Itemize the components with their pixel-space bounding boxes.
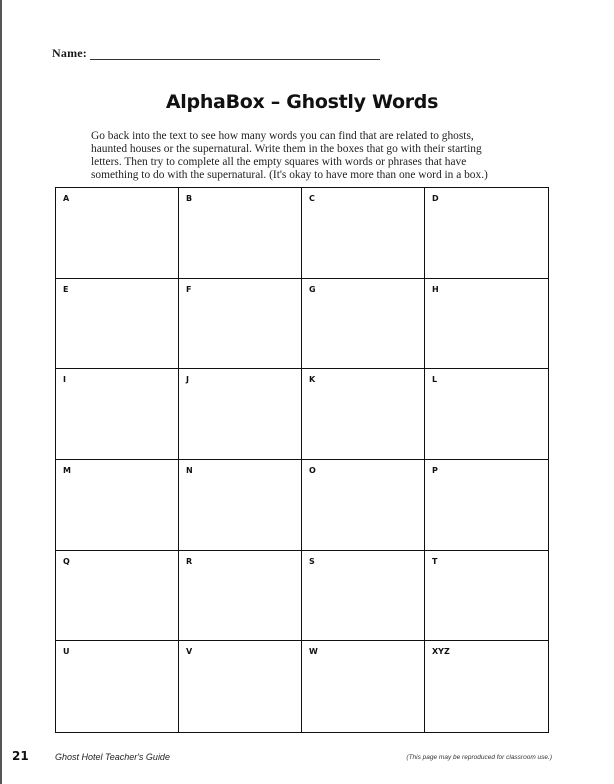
alphabox-cell-l[interactable] bbox=[425, 369, 548, 460]
alphabox-cell-u[interactable] bbox=[56, 641, 179, 732]
cell-letter: S bbox=[309, 556, 315, 566]
alphabox-cell-i[interactable] bbox=[56, 369, 179, 460]
alphabox-cell-d[interactable] bbox=[425, 188, 548, 279]
alphabox-cell-r[interactable] bbox=[179, 551, 302, 642]
cell-letter: L bbox=[432, 375, 438, 385]
cell-letter: K bbox=[309, 375, 316, 385]
alphabox-cell-s[interactable] bbox=[302, 551, 425, 642]
reproduction-note: (This page may be reproduced for classroom use.) bbox=[406, 754, 552, 761]
alphabox-cell-b[interactable] bbox=[179, 188, 302, 279]
cell-letter: E bbox=[63, 284, 69, 294]
cell-letter: W bbox=[309, 647, 318, 657]
alphabox-cell-q[interactable] bbox=[56, 551, 179, 642]
cell-letter: B bbox=[186, 194, 193, 203]
cell-letter: XYZ bbox=[432, 647, 450, 657]
alphabox-cell-o[interactable] bbox=[302, 460, 425, 551]
alphabox-cell-f[interactable] bbox=[179, 279, 302, 370]
alphabox-cell-p[interactable] bbox=[425, 460, 548, 551]
alphabox-cell-xyz[interactable] bbox=[425, 641, 548, 732]
cell-letter: F bbox=[186, 284, 192, 294]
alphabox-cell-j[interactable] bbox=[179, 369, 302, 460]
alphabox-cell-h[interactable] bbox=[425, 279, 548, 370]
cell-letter: A bbox=[63, 194, 70, 203]
alphabox-cell-a[interactable] bbox=[56, 188, 179, 279]
cell-letter: P bbox=[432, 465, 438, 475]
name-label: Name: bbox=[52, 46, 87, 60]
page-number: 21 bbox=[12, 749, 29, 763]
alphabox-cell-m[interactable] bbox=[56, 460, 179, 551]
name-row bbox=[52, 46, 382, 64]
alphabox-cell-g[interactable] bbox=[302, 279, 425, 370]
alphabox-cell-w[interactable] bbox=[302, 641, 425, 732]
cell-letter: U bbox=[63, 647, 70, 657]
cell-letter: J bbox=[186, 375, 189, 385]
cell-letter: C bbox=[309, 194, 315, 203]
page-title: AlphaBox – Ghostly Words bbox=[165, 91, 439, 113]
cell-letter: G bbox=[309, 284, 316, 294]
alphabox-cell-v[interactable] bbox=[179, 641, 302, 732]
alphabox-cell-k[interactable] bbox=[302, 369, 425, 460]
cell-letter: M bbox=[63, 465, 71, 475]
cell-letter: D bbox=[432, 194, 439, 203]
cell-letter: R bbox=[186, 556, 193, 566]
alphabox-cell-c[interactable] bbox=[302, 188, 425, 279]
instructions-paragraph: Go back into the text to see how many words you can find that are related to ghosts, haunted houses or the supernatural. Write them in the boxes that go with their starting letters. Then try to complete all the empty squares with words or phrases that have something to do with the supernatural. (It's okay to have more than one word in a box.) bbox=[91, 130, 488, 182]
cell-letter: T bbox=[432, 556, 438, 566]
name-write-line[interactable] bbox=[90, 59, 380, 60]
cell-letter: N bbox=[186, 465, 193, 475]
alphabox-cell-t[interactable] bbox=[425, 551, 548, 642]
guide-title: Ghost Hotel Teacher's Guide bbox=[55, 752, 170, 762]
alphabox-cell-n[interactable] bbox=[179, 460, 302, 551]
page-edge bbox=[0, 0, 2, 784]
cell-letter: I bbox=[63, 375, 66, 385]
alphabox-grid bbox=[55, 187, 549, 733]
alphabox-cell-e[interactable] bbox=[56, 279, 179, 370]
cell-letter: Q bbox=[63, 556, 70, 566]
cell-letter: H bbox=[432, 284, 439, 294]
cell-letter: O bbox=[309, 465, 316, 475]
cell-letter: V bbox=[186, 647, 193, 657]
